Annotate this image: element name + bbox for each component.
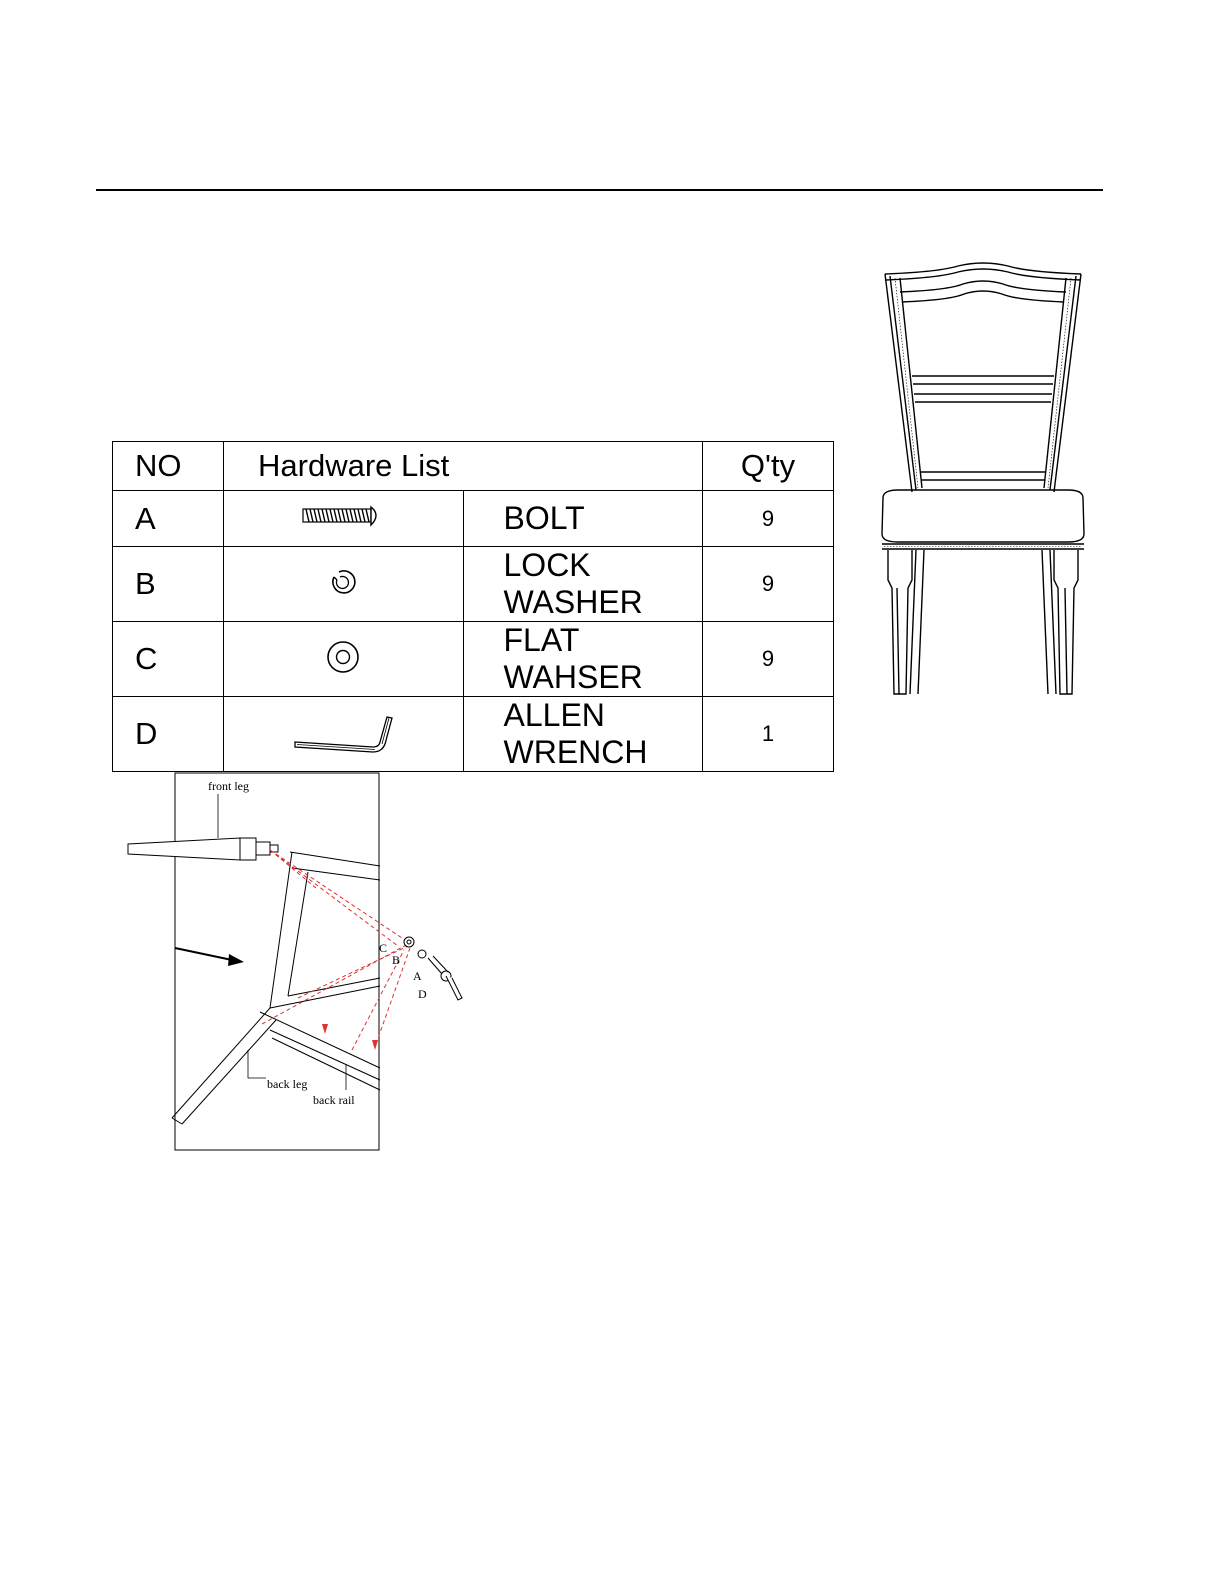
part-d-label: D [418, 987, 427, 1001]
bolt-icon [224, 491, 464, 547]
row-name: LOCK WASHER [463, 547, 703, 622]
header-no: NO [113, 442, 224, 491]
lock-washer-icon [224, 547, 464, 622]
row-no: B [113, 547, 224, 622]
row-qty: 9 [703, 547, 834, 622]
row-no: D [113, 697, 224, 772]
part-b-label: B [392, 953, 401, 967]
assembly-diagram [120, 768, 470, 1154]
row-qty: 9 [703, 491, 834, 547]
table-header-row [113, 442, 834, 491]
row-name: ALLEN WRENCH [463, 697, 703, 772]
part-c-label: C [379, 941, 388, 955]
row-qty: 1 [703, 697, 834, 772]
chair-illustration [868, 262, 1098, 704]
table-row [113, 697, 834, 772]
header-rule [96, 189, 1103, 191]
part-a-label: A [413, 969, 422, 983]
allen-wrench-icon [224, 697, 464, 772]
row-no: C [113, 622, 224, 697]
front-leg-part [128, 838, 278, 860]
back-leg-label: back leg [267, 1077, 308, 1091]
front-leg-label: front leg [208, 779, 249, 793]
header-hardware-list: Hardware List [224, 442, 703, 491]
table-row [113, 547, 834, 622]
row-name: FLAT WAHSER [463, 622, 703, 697]
table-row [113, 491, 834, 547]
row-no: A [113, 491, 224, 547]
table-row [113, 622, 834, 697]
row-qty: 9 [703, 622, 834, 697]
row-name: BOLT [463, 491, 703, 547]
flat-washer-icon [224, 622, 464, 697]
back-rail-label: back rail [313, 1093, 355, 1107]
header-qty: Q'ty [703, 442, 834, 491]
hardware-table [112, 441, 834, 772]
